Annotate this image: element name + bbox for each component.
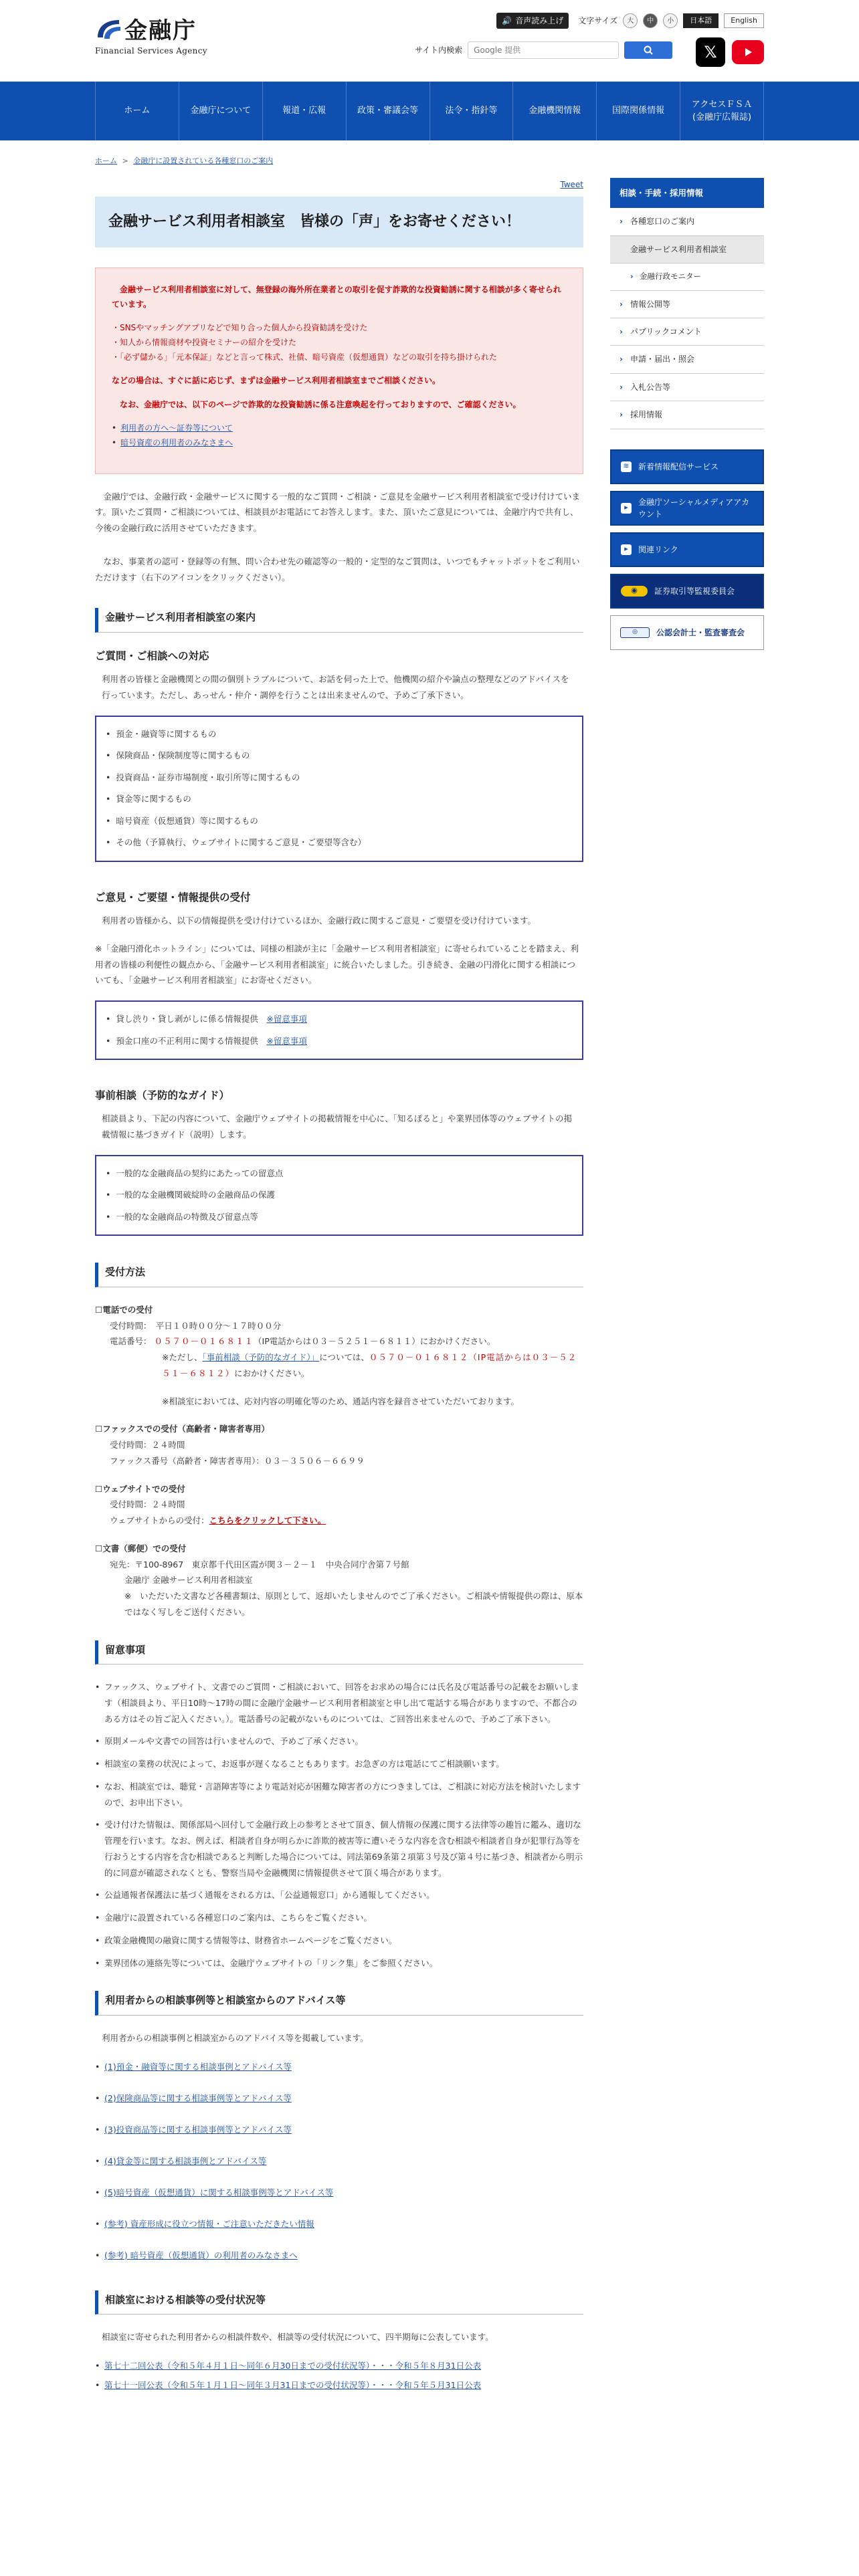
web-form-link[interactable]: こちらをクリックして下さい。 bbox=[209, 1515, 326, 1526]
web-hours: 受付時間：２４時間 bbox=[110, 1499, 185, 1510]
case-link[interactable]: (参考) 暗号資産（仮想通貨）の利用者のみなさまへ bbox=[104, 2250, 298, 2260]
list-item-text: 預金口座の不正利用に関する情報提供 bbox=[116, 1035, 258, 1046]
list-item: • 政策金融機関の融資に関する情報等は、財務省ホームページをご覧ください。 bbox=[95, 1933, 583, 1949]
rss-icon: ≋ bbox=[621, 461, 632, 472]
list-item-text: 貸し渋り・貸し剥がしに係る情報提供 bbox=[116, 1014, 258, 1025]
web-form-row bbox=[95, 1513, 583, 1529]
sidebar-item-tenders[interactable]: › 入札公告等 bbox=[610, 374, 764, 401]
list-item: • 投資商品・証券市場制度・取引所等に関するもの bbox=[106, 767, 573, 789]
banner-cpaaob[interactable] bbox=[610, 615, 764, 650]
fax-hours: 受付時間：２４時間 bbox=[110, 1440, 185, 1451]
subsection-heading-opinions: ご意見・ご要望・情報提供の受付 bbox=[95, 891, 251, 903]
mail-heading: ☐文書（郵便）での受付 bbox=[95, 1543, 187, 1553]
play-icon bbox=[742, 46, 754, 58]
x-twitter-icon[interactable]: 𝕏 bbox=[696, 37, 725, 67]
case-link[interactable]: (3)投資商品等に関する相談事例等とアドバイス等 bbox=[104, 2124, 292, 2135]
alert-intro: 金融サービス利用者相談室に対して、無登録の海外所在業者との取引を促す詐欺的な投資勧誘に関する相談が多く寄せられています。 bbox=[112, 285, 561, 309]
sidebar-item-public-comment[interactable]: › パブリックコメント bbox=[610, 318, 764, 346]
banner-social-media[interactable] bbox=[610, 491, 764, 526]
list-item: • 原則メールや文書での回答は行いませんので、予めご了承ください。 bbox=[95, 1733, 583, 1749]
guide-ip-number: （IP電話からは０３－５２５１－６８１２） bbox=[162, 1352, 577, 1378]
banner-label: 公認会計士・監査審査会 bbox=[656, 627, 745, 637]
alert-advice: などの場合は、すぐに話に応じず、まずは金融サービス利用者相談室までご相談ください。 bbox=[112, 376, 441, 386]
cases-paragraph: 利用者からの相談事例と相談室からのアドバイス等を掲載しています。 bbox=[102, 2032, 369, 2043]
info-provision-list bbox=[95, 1000, 583, 1060]
preventive-guide-link[interactable]: 「事前相談（予防的なガイド）」 bbox=[202, 1352, 320, 1363]
breadcrumb-home-link[interactable]: ホーム bbox=[95, 156, 117, 165]
main-content bbox=[95, 178, 583, 2396]
site-search bbox=[415, 41, 672, 59]
list-item: • その他（予算執行、ウェブサイトに関するご意見・ご要望等含む） bbox=[106, 832, 573, 854]
voice-readout-label: 音声読み上げ bbox=[515, 15, 564, 25]
mail-address: 宛先：〒100-8967 東京都千代田区霞が関３－２－１ 中央合同庁舎第７号館 bbox=[110, 1559, 409, 1570]
case-link[interactable]: (5)暗号資産（仮想通貨）に関する相談事例等とアドバイス等 bbox=[104, 2187, 334, 2197]
caution-link[interactable]: ※留意事項 bbox=[266, 1035, 307, 1046]
mail-note: ※ いただいた文書など各種書類は、原則として、返却いたしませんのでご了承ください。ご相談や情報提供の際は、原本ではなく写しをご送付ください。 bbox=[124, 1591, 583, 1617]
list-item: • 相談室の業務の状況によって、お返事が遅くなることもあります。お急ぎの方は電話にてご相談願います。 bbox=[95, 1756, 583, 1772]
subsection-heading-preventive: 事前相談（予防的なガイド） bbox=[95, 1089, 230, 1102]
nav-laws[interactable]: 法令・指針等 bbox=[430, 82, 514, 140]
lang-english-button[interactable]: English bbox=[724, 13, 764, 28]
list-item: • なお、相談室では、聴覚・言語障害等により電話対応が困難な障害者の方につきましては、ご相談に対応方法を検討いたしますので、お申出下さい。 bbox=[95, 1779, 583, 1811]
search-input[interactable]: Google 提供 bbox=[468, 41, 619, 59]
global-nav bbox=[0, 82, 859, 140]
share-icon: ▸ bbox=[621, 503, 632, 514]
logo-english-text: Financial Services Agency bbox=[95, 46, 207, 56]
list-item: • 保険商品・保険制度等に関するもの bbox=[106, 745, 573, 767]
nav-news[interactable]: 報道・広報 bbox=[263, 82, 347, 140]
alert-case-item: ・知人から情報商材や投資セミナーの紹介を受けた bbox=[112, 338, 297, 348]
sidebar-item-disclosure[interactable]: › 情報公開等 bbox=[610, 291, 764, 318]
sidebar bbox=[610, 178, 764, 650]
nav-about[interactable]: 金融庁について bbox=[179, 82, 263, 140]
status-paragraph: 相談室に寄せられた利用者からの相談件数や、相談等の受付状況について、四半期毎に公表しています。 bbox=[102, 2332, 494, 2343]
banner-label: 新着情報配信サービス bbox=[638, 461, 719, 471]
voice-readout-button[interactable] bbox=[496, 13, 569, 29]
case-link[interactable]: (1)預金・融資等に関する相談事例とアドバイス等 bbox=[104, 2061, 292, 2072]
alert-case-item: ・「必ず儲かる」「元本保証」などと言って株式、社債、暗号資産（仮想通貨）などの取引を持ち掛けられた bbox=[112, 352, 498, 362]
opinions-paragraph: 利用者の皆様から、以下の情報提供を受け付けているほか、金融行政に関するご意見・ご要望を受け付けています。 bbox=[102, 916, 537, 926]
breadcrumb-separator: > bbox=[122, 156, 128, 165]
sidebar-item-windows[interactable]: › 各種窓口のご案内 bbox=[610, 208, 764, 235]
text-size-small-button[interactable]: 小 bbox=[663, 13, 678, 28]
mail-department: 金融庁 金融サービス利用者相談室 bbox=[124, 1575, 253, 1586]
guide-suffix: におかけください。 bbox=[234, 1368, 310, 1378]
nav-institutions[interactable]: 金融機関情報 bbox=[513, 82, 597, 140]
report-link-list bbox=[95, 2357, 583, 2393]
list-item bbox=[95, 2184, 583, 2201]
list-item: • 公益通報者保護法に基づく通報をされる方は、「公益通報窓口」から通報してください。 bbox=[95, 1887, 583, 1903]
fax-number: ファックス番号（高齢者・障害者専用）：０３－３５０６－６６９９ bbox=[110, 1455, 365, 1466]
list-item: • 貸金等に関するもの bbox=[106, 788, 573, 811]
alert-link-crypto[interactable]: 暗号資産の利用者のみなさまへ bbox=[120, 438, 233, 448]
list-item bbox=[95, 2153, 583, 2169]
text-size-medium-button[interactable]: 中 bbox=[643, 13, 658, 28]
chatbot-paragraph: なお、事業者の認可・登録等の有無、問い合わせ先の確認等の一般的・定型的なご質問は、いつでもチャットボットをご利用いただけます（右下のアイコンをクリックください）。 bbox=[95, 556, 580, 582]
text-size-label: 文字サイズ bbox=[578, 15, 618, 25]
recording-note: ※相談室においては、応対内容の明確化等のため、通話内容を録音させていただいております。 bbox=[162, 1396, 519, 1406]
sidebar-heading: 相談・手続・採用情報 bbox=[610, 178, 764, 208]
breadcrumb-current-link[interactable]: 金融庁に設置されている各種窓口のご案内 bbox=[133, 156, 274, 165]
fsa-logo[interactable] bbox=[95, 15, 209, 55]
speaker-icon: 🔊 bbox=[502, 15, 512, 25]
guide-prefix: ※ただし、 bbox=[162, 1352, 203, 1363]
reception-methods bbox=[95, 1302, 583, 1620]
site-header bbox=[0, 0, 859, 82]
list-item: • 一般的な金融商品の契約にあたっての留意点 bbox=[106, 1163, 573, 1185]
case-link[interactable]: (4)貸金等に関する相談事例とアドバイス等 bbox=[104, 2155, 267, 2166]
search-icon bbox=[644, 45, 653, 55]
list-item: • 一般的な金融商品の特徴及び留意点等 bbox=[106, 1206, 573, 1228]
sidebar-item-monitor[interactable]: › 金融行政モニター bbox=[610, 263, 764, 291]
tweet-link[interactable]: Tweet bbox=[560, 180, 583, 189]
preventive-guide-list bbox=[95, 1155, 583, 1237]
fsa-logo-mark-icon bbox=[95, 17, 123, 41]
alert-case-item: ・SNSやマッチングアプリなどで知り合った個人から投資勧誘を受けた bbox=[112, 323, 368, 333]
phone-hours: 受付時間： 平日１０時００分～１７時００分 bbox=[110, 1320, 282, 1331]
list-item: • 金融庁に設置されている各種窓口のご案内は、こちらをご覧ください。 bbox=[95, 1910, 583, 1926]
cpaaob-logo-icon: ◎ bbox=[620, 627, 650, 638]
phone-number-label: 電話番号： bbox=[110, 1336, 152, 1347]
section-heading-notes: 留意事項 bbox=[95, 1640, 583, 1665]
lang-japanese-button[interactable]: 日本語 bbox=[683, 13, 719, 28]
banner-label: 証券取引等監視委員会 bbox=[654, 586, 735, 596]
breadcrumb bbox=[95, 155, 273, 168]
phone-number-row bbox=[95, 1333, 583, 1350]
phone-ip-note: （IP電話からは０３－５２５１－６８１１）におかけください。 bbox=[254, 1336, 496, 1347]
list-item bbox=[95, 2357, 583, 2374]
list-item bbox=[106, 1031, 573, 1053]
web-heading: ☐ウェブサイトでの受付 bbox=[95, 1483, 185, 1494]
search-button[interactable] bbox=[624, 41, 672, 59]
caution-link[interactable]: ※留意事項 bbox=[266, 1014, 307, 1025]
list-item bbox=[95, 2058, 583, 2075]
nav-international[interactable]: 国際関係情報 bbox=[597, 82, 680, 140]
fraud-alert-box bbox=[95, 267, 583, 473]
hotline-note: ※「金融円滑化ホットライン」については、同様の相談が主に「金融サービス利用者相談室」に寄せられていることを踏まえ、利用者の皆様の利便性の観点から、「金融サービス利用者相談室」に統合いたしました。引き続き、金融の円滑化に関する相談についても、「金融サービス利用者相談室」にお寄せください。 bbox=[95, 943, 579, 986]
guide-mid: については、 bbox=[319, 1352, 369, 1363]
logo-japanese-text: 金融庁 bbox=[124, 17, 197, 44]
link-icon: ▸ bbox=[621, 544, 632, 555]
guide-phone-number: ０５７０－０１６８１２ bbox=[369, 1352, 469, 1363]
list-item bbox=[95, 2247, 583, 2264]
alert-link-securities[interactable]: 利用者の方へ～証券等について bbox=[120, 423, 233, 433]
section-heading-cases: 利用者からの相談事例等と相談室からのアドバイス等 bbox=[95, 1991, 583, 2016]
case-link[interactable]: (2)保険商品等に関する相談事例等とアドバイス等 bbox=[104, 2092, 292, 2103]
list-item bbox=[95, 2090, 583, 2107]
web-form-prefix: ウェブサイトからの受付： bbox=[110, 1515, 209, 1526]
text-size-large-button[interactable]: 大 bbox=[623, 13, 638, 28]
youtube-icon[interactable] bbox=[732, 40, 764, 64]
fax-heading: ☐ファックスでの受付（高齢者・障害者専用） bbox=[95, 1424, 270, 1434]
list-item: • ファックス、ウェブサイト、文書でのご質問・ご相談において、回答をお求めの場合には氏名及び電話番号の記載をお願いします（相談員より、平日10時～17時の間に金融庁金融サービス利用者相談室と申し出て電話する場合がありますので、不都合のある方はその旨ご記入ください。）。電話番号の記載がないものについては、ご回答出来ませんので、予めご了承下さい。 bbox=[95, 1679, 583, 1727]
nav-home[interactable]: ホーム bbox=[95, 82, 179, 140]
alert-case-list bbox=[112, 321, 567, 364]
banner-label: 関連リンク bbox=[638, 544, 678, 554]
banner-sesc[interactable] bbox=[610, 574, 764, 609]
sidebar-item-recruit[interactable]: › 採用情報 bbox=[610, 401, 764, 429]
list-item: • 業界団体の連絡先等については、金融庁ウェブサイトの「リンク集」をご参照ください。 bbox=[95, 1955, 583, 1971]
sidebar-item-applications[interactable]: › 申請・届出・照会 bbox=[610, 346, 764, 373]
list-item bbox=[106, 1008, 573, 1031]
report-link[interactable]: 第七十一回公表（令和５年１月１日～同年３月31日までの受付状況等）・・・令和５年５月31日公表 bbox=[104, 2379, 482, 2390]
list-item bbox=[95, 2216, 583, 2232]
consult-topic-list bbox=[95, 716, 583, 862]
section-heading-reception: 受付方法 bbox=[95, 1263, 583, 1287]
report-link[interactable]: 第七十二回公表（令和５年４月１日～同年６月30日までの受付状況等）・・・令和５年８月31日公表 bbox=[104, 2360, 482, 2371]
list-item bbox=[95, 2377, 583, 2393]
banner-news-delivery[interactable] bbox=[610, 449, 764, 484]
cases-link-list bbox=[95, 2058, 583, 2264]
page-title: 金融サービス利用者相談室 皆様の「声」をお寄せください！ bbox=[95, 197, 583, 247]
section-heading-guide: 金融サービス利用者相談室の案内 bbox=[95, 608, 583, 633]
section-heading-status: 相談室における相談等の受付状況等 bbox=[95, 2290, 583, 2315]
intro-paragraph: 金融庁では、金融行政・金融サービスに関する一般的なご質問・ご相談・ご意見を金融サービス利用者相談室で受け付けています。頂いたご質問・ご相談については、相談員がお電話にてお答えします。また、頂いたご意見については、金融庁内で共有し、今後の金融行政に活用させていただきます。 bbox=[95, 491, 581, 534]
alert-links bbox=[112, 421, 567, 450]
nav-policy[interactable]: 政策・審議会等 bbox=[347, 82, 430, 140]
banner-related-links[interactable] bbox=[610, 532, 764, 567]
nav-access-fsa[interactable]: アクセスＦＳＡ (金融庁広報誌) bbox=[680, 82, 764, 140]
notes-list bbox=[95, 1679, 583, 1971]
list-item: • 一般的な金融機関破綻時の金融商品の保護 bbox=[106, 1184, 573, 1206]
sesc-logo-icon: ◉ bbox=[621, 586, 648, 597]
list-item: • 暗号資産（仮想通貨）等に関するもの bbox=[106, 811, 573, 833]
phone-heading: ☐電話での受付 bbox=[95, 1304, 153, 1315]
list-item bbox=[95, 2121, 583, 2138]
list-item: • 受け付けた情報は、関係部局へ回付して金融行政上の参考とさせて頂き、個人情報の保護に関する法律等の趣旨に鑑み、適切な管理を行います。なお、例えば、相談者自身が明らかに詐欺的被害等に遭いそうな内容を含む相談や相談者自身が犯罪行為等を行おうとする内容を含む相談であると判断した場合については、同法第69条第２項第３号及び第４号に基づき、相談者から明示的に同意が確認されなくとも、警察当局や金融機関に情報提供させて頂く場合があります。 bbox=[95, 1817, 583, 1881]
case-link[interactable]: (参考) 資産形成に役立つ情報・ご注意いただきたい情報 bbox=[104, 2218, 314, 2229]
sidebar-item-consult-room[interactable]: 金融サービス利用者相談室 bbox=[610, 236, 764, 263]
site-search-label: サイト内検索 bbox=[415, 45, 463, 55]
questions-paragraph: 利用者の皆様と金融機関との間の個別トラブルについて、お話を伺った上で、他機関の紹介や論点の整理などのアドバイスを行っています。ただし、あっせん・仲介・調停を行うことは出来ませんので、予めご了承下さい。 bbox=[102, 674, 569, 700]
utility-bar bbox=[496, 12, 764, 29]
list-item: • 預金・融資等に関するもの bbox=[106, 724, 573, 746]
phone-number: ０５７０－０１６８１１ bbox=[154, 1336, 254, 1347]
alert-caution-note: なお、金融庁では、以下のページで詐欺的な投資勧誘に係る注意喚起を行っておりますので、ご確認ください。 bbox=[120, 399, 521, 409]
subsection-heading-questions: ご質問・ご相談への対応 bbox=[95, 649, 209, 662]
preventive-paragraph: 相談員より、下記の内容について、金融庁ウェブサイトの掲載情報を中心に、「知るぽると」や業界団体等のウェブサイトの掲載情報に基づきガイド（説明）します。 bbox=[102, 1113, 573, 1140]
banner-label: 金融庁ソーシャルメディアアカウント bbox=[638, 497, 750, 519]
guide-phone-row bbox=[95, 1350, 583, 1382]
